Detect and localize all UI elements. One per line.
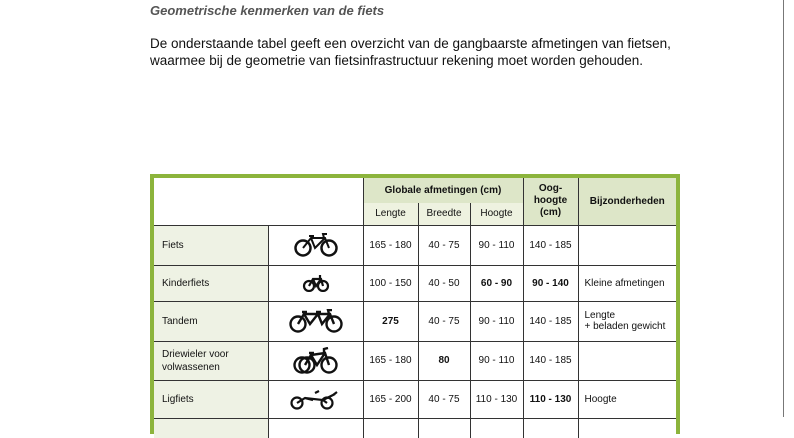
cell-oog: 140 - 185 xyxy=(523,225,578,265)
intro-line: waarmee bij de geometrie van fietsinfrastructuur rekening moet worden gehouden. xyxy=(150,53,644,68)
cell-hoogte: 110 - 130 xyxy=(470,380,523,418)
header-lengte: Lengte xyxy=(363,203,418,225)
header-global: Globale afmetingen (cm) xyxy=(363,178,523,203)
cell-breedte: 80 xyxy=(418,341,470,380)
header-bijzonderheden: Bijzonderheden xyxy=(578,178,676,225)
table-row xyxy=(154,265,676,301)
cell-breedte: 40 - 75 xyxy=(418,380,470,418)
cell-oog: 140 - 185 xyxy=(523,301,578,341)
cell-lengte: 165 - 200 xyxy=(363,380,418,418)
cell-lengte: 165 - 180 xyxy=(363,225,418,265)
cell-hoogte: 90 - 110 xyxy=(470,301,523,341)
row-name: Tandem xyxy=(154,301,268,341)
tandem-icon xyxy=(268,301,363,341)
cell-hoogte: 90 - 110 xyxy=(470,341,523,380)
tricycle-icon xyxy=(268,341,363,380)
table-row xyxy=(154,301,676,341)
cell-hoogte: 60 - 90 xyxy=(470,265,523,301)
cell-note: Kleine afmetingen xyxy=(578,265,676,301)
table-row xyxy=(154,418,676,438)
table-row xyxy=(154,225,676,265)
cell-oog: 90 - 140 xyxy=(523,265,578,301)
cell-note xyxy=(578,341,676,380)
cell-breedte: 40 - 50 xyxy=(418,265,470,301)
table-row xyxy=(154,341,676,380)
empty-header xyxy=(154,178,363,225)
page-edge xyxy=(783,0,784,417)
header-oog: Oog- hoogte (cm) xyxy=(523,178,578,225)
header-hoogte: Hoogte xyxy=(470,203,523,225)
recumbent-icon xyxy=(268,380,363,418)
row-name: Ligfiets xyxy=(154,380,268,418)
row-name: Kinderfiets xyxy=(154,265,268,301)
cell-note: Hoogte xyxy=(578,380,676,418)
bicycle-icon xyxy=(268,225,363,265)
intro-text xyxy=(150,35,770,69)
cell-breedte: 40 - 75 xyxy=(418,225,470,265)
cell-oog: 110 - 130 xyxy=(523,380,578,418)
cell-breedte: 40 - 75 xyxy=(418,301,470,341)
child-bicycle-icon xyxy=(268,265,363,301)
cell-hoogte: 90 - 110 xyxy=(470,225,523,265)
intro-line: De onderstaande tabel geeft een overzicht van de gangbaarste afmetingen van fietsen, xyxy=(150,36,671,51)
row-name: Fiets xyxy=(154,225,268,265)
table-row xyxy=(154,380,676,418)
cell-lengte: 275 xyxy=(363,301,418,341)
row-name: Driewieler voor volwassenen xyxy=(154,341,268,380)
cell-oog: 140 - 185 xyxy=(523,341,578,380)
section-title: Geometrische kenmerken van de fiets xyxy=(150,3,385,18)
cell-note xyxy=(578,225,676,265)
header-breedte: Breedte xyxy=(418,203,470,225)
cell-note: Lengte + beladen gewicht xyxy=(578,301,676,341)
cell-lengte: 165 - 180 xyxy=(363,341,418,380)
cell-lengte: 100 - 150 xyxy=(363,265,418,301)
dimensions-table xyxy=(150,174,680,434)
